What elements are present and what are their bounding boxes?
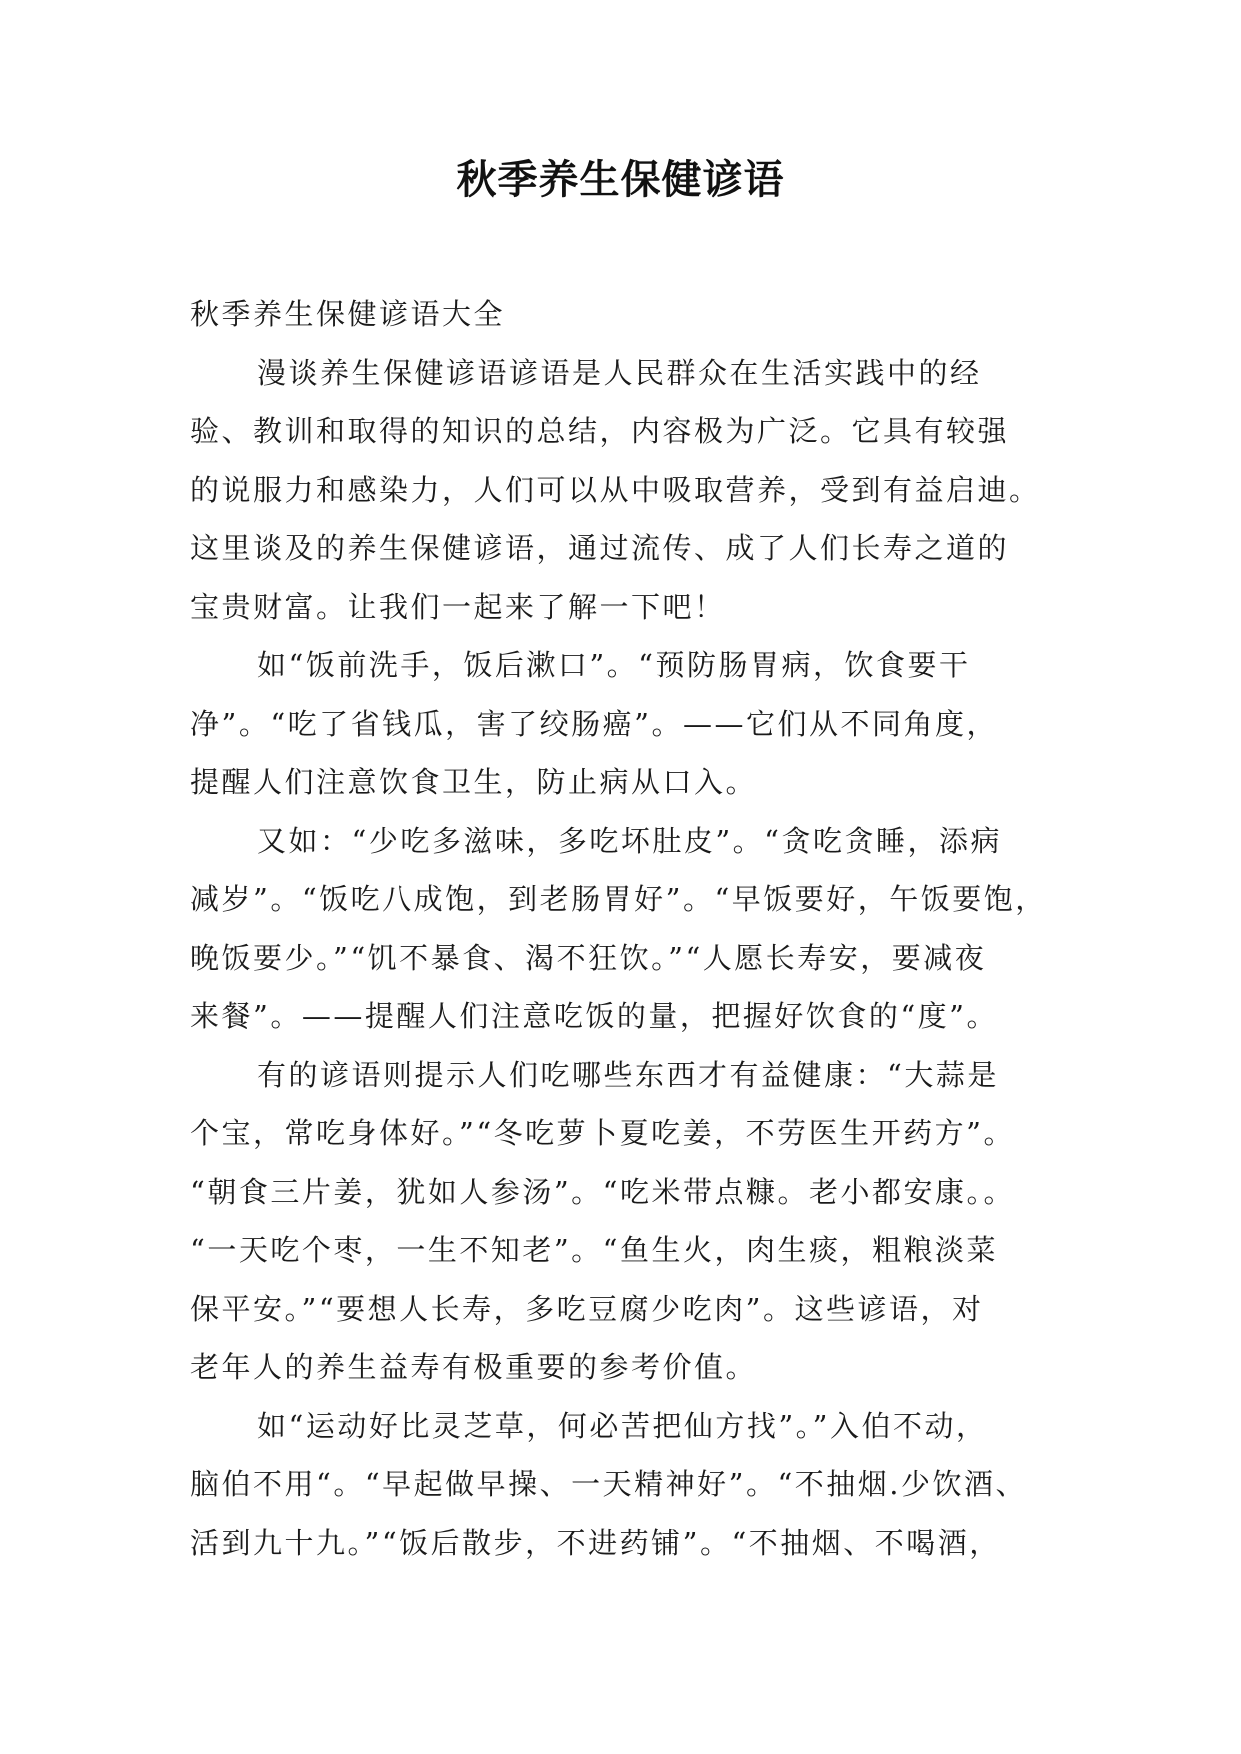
paragraph-line: 有的谚语则提示人们吃哪些东西才有益健康：“大蒜是 <box>257 1057 999 1092</box>
section-heading: 秋季养生保健谚语大全 <box>190 297 506 331</box>
paragraph-line: 验、教训和取得的知识的总结，内容极为广泛。它具有较强 <box>190 414 1010 448</box>
paragraph-line: 如“饭前洗手，饭后漱口”。“预防肠胃病，饮食要干 <box>257 648 971 682</box>
paragraph-line: 漫谈养生保健谚语谚语是人民群众在生活实践中的经 <box>257 355 982 390</box>
paragraph-line: “一天吃个枣，一生不知老”。“鱼生火，肉生痰，粗粮淡菜 <box>190 1233 998 1267</box>
paragraph-line: 晚饭要少。”“饥不暴食、渴不狂饮。”“人愿长寿安，要减夜 <box>190 940 987 975</box>
paragraph-line: 宝贵财富。让我们一起来了解一下吧！ <box>190 589 726 624</box>
paragraph-line: 脑伯不用“。“早起做早操、一天精神好”。“不抽烟.少饮酒、 <box>190 1467 1028 1501</box>
paragraph-line: 又如：“少吃多滋味，多吃坏肚皮”。“贪吃贪睡，添病 <box>257 823 1002 858</box>
document-body <box>190 285 1050 1572</box>
paragraph-line: 的说服力和感染力，人们可以从中吸取营养，受到有益启迪。 <box>190 472 1041 507</box>
paragraph-line: 来餐”。——提醒人们注意吃饭的量，把握好饮食的“度”。 <box>190 999 998 1033</box>
paragraph-line: 活到九十九。”“饭后散步，不进药铺”。“不抽烟、不喝酒， <box>190 1525 1001 1560</box>
paragraph-line: 减岁”。“饭吃八成饱，到老肠胃好”。“早饭要好，午饭要饱， <box>190 882 1047 916</box>
paragraph-line: 这里谈及的养生保健谚语，通过流传、成了人们长寿之道的 <box>190 531 1010 565</box>
paragraph-line: 个宝，常吃身体好。”“冬吃萝卜夏吃姜，不劳医生开药方”。 <box>190 1116 1015 1150</box>
paragraph-line: 老年人的养生益寿有极重要的参考价值。 <box>190 1350 758 1384</box>
document-title: 秋季养生保健谚语 <box>456 157 785 203</box>
paragraph-line: 净”。“吃了省钱瓜，害了绞肠癌”。——它们从不同角度， <box>190 706 998 741</box>
paragraph-line: “朝食三片姜，犹如人参汤”。“吃米带点糠。老小都安康。。 <box>190 1174 1015 1209</box>
paragraph-line: 提醒人们注意饮食卫生，防止病从口入。 <box>190 765 758 799</box>
paragraph-line: 如“运动好比灵芝草，何必苦把仙方找”。”入伯不动， <box>257 1408 988 1443</box>
paragraph-line: 保平安。”“要想人长寿，多吃豆腐少吃肉”。这些谚语，对 <box>190 1291 984 1326</box>
